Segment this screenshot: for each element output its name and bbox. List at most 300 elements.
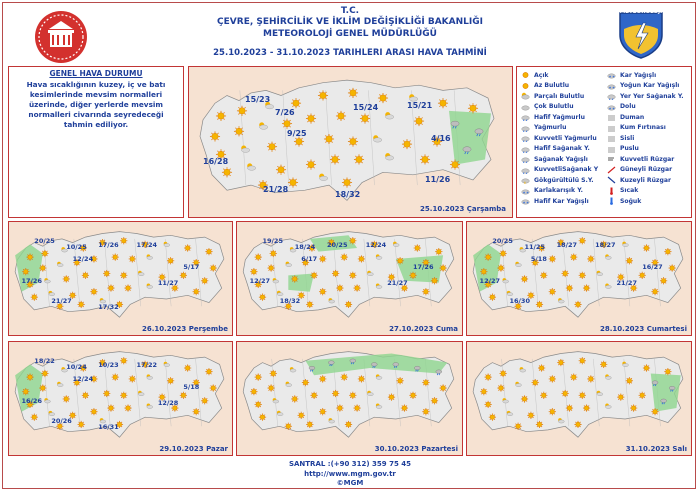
sun-disc (326, 136, 332, 142)
sun-ray (665, 369, 666, 370)
sun-disc (584, 406, 589, 411)
sun-disc (627, 379, 632, 384)
sun-ray (32, 419, 33, 420)
sun-disc (344, 179, 350, 185)
sun-icon (288, 177, 298, 187)
sun-ray (546, 397, 547, 398)
sun-ray (264, 299, 265, 300)
sun-ray (256, 273, 257, 274)
sun-icon (630, 404, 637, 411)
sun-ray (363, 256, 364, 257)
sun-ray (164, 275, 165, 276)
sun-ray (202, 398, 203, 399)
sun-ray (554, 376, 555, 377)
sun-disc (359, 257, 364, 262)
sun-icon (660, 277, 667, 284)
sun-ray (28, 393, 29, 394)
sun-disc (482, 269, 487, 274)
footer-website-link[interactable]: http://www.mgm.gov.tr (304, 470, 396, 478)
cloud-shape (49, 413, 55, 416)
sun-ray (528, 293, 529, 294)
sun-ray (563, 271, 564, 272)
sun-ray (445, 390, 446, 391)
hail-icon (607, 103, 616, 111)
sun-ray (172, 383, 173, 384)
sun-ray (415, 250, 416, 251)
sun-disc (640, 393, 645, 398)
sun-ray (70, 413, 71, 414)
sun-disc (269, 386, 274, 391)
sun-ray (623, 275, 624, 276)
sun-ray (57, 428, 58, 429)
sun-ray (501, 255, 502, 256)
sun-ray (303, 413, 304, 414)
sun-ray (312, 306, 313, 307)
sun-ray (537, 306, 538, 307)
rain-icon (521, 124, 530, 132)
sun-icon (120, 357, 127, 364)
sun-ray (36, 295, 37, 296)
sun-ray (312, 397, 313, 398)
sun-icon (39, 384, 46, 391)
sun-ray (260, 299, 261, 300)
sun-disc (437, 249, 442, 254)
sun-icon (626, 257, 633, 264)
sun-ray (618, 395, 619, 396)
sun-ray (588, 286, 589, 287)
sun-ray (260, 295, 261, 296)
sun-ray (363, 381, 364, 382)
sun-ray (64, 401, 65, 402)
sun-icon (409, 392, 416, 399)
sun-ray (657, 260, 658, 261)
sun-ray (580, 362, 581, 363)
sun-ray (505, 375, 506, 376)
sun-ray (83, 273, 84, 274)
sun-disc (452, 161, 458, 167)
sun-disc (346, 422, 351, 427)
sun-ray (32, 299, 33, 300)
sun-disc (571, 255, 576, 260)
sun-ray (342, 290, 343, 291)
sun-ray (584, 358, 585, 359)
sun-icon (31, 414, 38, 421)
legend-item (607, 186, 684, 197)
sun-ray (121, 426, 122, 427)
sun-disc (542, 273, 547, 278)
sun-disc (113, 255, 117, 259)
sun-ray (271, 251, 272, 252)
sun-ray (337, 395, 338, 396)
sun-icon (205, 248, 212, 255)
sun-ray (260, 375, 261, 376)
sun-ray (359, 290, 360, 291)
sun-ray (486, 406, 487, 407)
legend-item (607, 165, 684, 176)
sun-disc (256, 255, 261, 260)
sun-disc (333, 391, 338, 396)
sun-ray (307, 302, 308, 303)
legend-item (521, 81, 598, 92)
sun-icon (205, 368, 212, 375)
cloud-shape (597, 273, 603, 276)
sun-disc (576, 302, 581, 307)
sun-ray (104, 275, 105, 276)
sun-icon (336, 404, 343, 411)
day-map-1 (8, 221, 233, 336)
sun-ray (96, 289, 97, 290)
sun-ray (172, 258, 173, 259)
sun-disc (278, 167, 284, 173)
sun-ray (648, 365, 649, 366)
sun-icon (107, 284, 114, 291)
temperature-label: 16/26 (21, 397, 42, 406)
sun-disc (351, 238, 356, 243)
sun-disc (346, 302, 351, 307)
sun-ray (402, 378, 403, 379)
sun-ray (292, 401, 293, 402)
sun-disc (79, 422, 83, 426)
sun-disc (619, 395, 624, 400)
sun-icon (431, 397, 438, 404)
sun-ray (355, 410, 356, 411)
sun-icon (129, 255, 136, 262)
sun-icon (349, 237, 356, 244)
sun-ray (436, 278, 437, 279)
sun-ray (575, 302, 576, 303)
light-rain-icon (521, 113, 530, 121)
sun-ray (588, 290, 589, 291)
scattered-shower-icon (607, 92, 616, 100)
sun-icon (489, 414, 496, 421)
sun-icon (78, 421, 85, 428)
cloud-shape (516, 263, 522, 266)
sun-icon (489, 294, 496, 301)
sun-ray (490, 379, 491, 380)
legend-label: Dolu (620, 103, 636, 111)
sun-ray (588, 381, 589, 382)
sun-disc (571, 375, 576, 380)
sun-ray (605, 362, 606, 363)
sun-ray (113, 375, 114, 376)
sun-ray (337, 405, 338, 406)
legend-label: Parçalı Bulutlu (534, 92, 585, 100)
sun-ray (273, 270, 274, 271)
sun-icon (180, 392, 187, 399)
header-directorate: METEOROLOJİ GENEL MÜDÜRLÜĞÜ (263, 29, 437, 39)
sun-icon (282, 119, 292, 129)
sun-ray (486, 255, 487, 256)
sun-ray (541, 306, 542, 307)
sun-ray (181, 397, 182, 398)
sun-disc (661, 279, 666, 284)
sun-ray (575, 422, 576, 423)
sun-ray (134, 256, 135, 257)
sun-ray (533, 293, 534, 294)
sun-ray (62, 428, 63, 429)
fog-icon (607, 134, 616, 142)
sun-ray (481, 389, 482, 390)
sun-ray (648, 250, 649, 251)
sun-ray (134, 376, 135, 377)
sun-ray (286, 424, 287, 425)
sun-ray (640, 277, 641, 278)
sun-ray (550, 261, 551, 262)
sun-disc (236, 128, 242, 134)
sun-disc (338, 113, 344, 119)
sun-disc (516, 424, 521, 429)
sun-disc (218, 113, 224, 119)
sun-disc (416, 118, 422, 124)
sun-disc (28, 375, 32, 379)
sun-ray (575, 306, 576, 307)
sun-ray (432, 283, 433, 284)
legend-item (607, 112, 684, 123)
sun-ray (113, 379, 114, 380)
cloud-shape (368, 273, 374, 276)
temperature-label: 21/27 (616, 278, 637, 287)
sun-ray (260, 259, 261, 260)
sun-ray (273, 385, 274, 386)
sun-ray (130, 381, 131, 382)
sun-ray (324, 381, 325, 382)
sun-disc (653, 409, 658, 414)
sun-ray (567, 271, 568, 272)
sun-ray (635, 290, 636, 291)
sun-disc (271, 371, 276, 376)
cloud-shape (463, 147, 471, 152)
sun-ray (108, 290, 109, 291)
sun-disc (126, 406, 130, 410)
sun-disc (432, 279, 437, 284)
cloud-shape (350, 359, 356, 363)
sun-ray (181, 393, 182, 394)
temperature-label: 4/16 (431, 133, 451, 143)
sun-icon (41, 370, 48, 377)
sun-ray (96, 413, 97, 414)
sun-ray (337, 271, 338, 272)
sun-disc (185, 246, 189, 250)
sun-ray (292, 281, 293, 282)
sun-ray (436, 253, 437, 254)
sun-icon (78, 301, 85, 308)
sun-disc (284, 120, 290, 126)
legend-label: Güneyli Rüzgar (620, 166, 673, 174)
sun-icon (450, 160, 460, 170)
sun-disc (320, 377, 325, 382)
sun-ray (275, 371, 276, 372)
sun-ray (342, 379, 343, 380)
sun-disc (41, 386, 45, 390)
legend-label: Hafif Sağanak Y. (534, 145, 590, 153)
sun-ray (537, 380, 538, 381)
sun-ray (359, 381, 360, 382)
sun-ray (584, 397, 585, 398)
sun-ray (350, 302, 351, 303)
sun-disc (542, 393, 547, 398)
sun-ray (198, 380, 199, 381)
sun-ray (74, 264, 75, 265)
sun-ray (337, 290, 338, 291)
sun-ray (333, 271, 334, 272)
sun-ray (83, 277, 84, 278)
sun-ray (580, 393, 581, 394)
sun-icon (302, 379, 309, 386)
sun-ray (181, 273, 182, 274)
sun-icon (422, 288, 429, 295)
cloud-shape (277, 413, 283, 416)
sun-disc (312, 393, 317, 398)
legend-label: Yer Yer Sağanak Y. (620, 92, 684, 100)
sun-ray (269, 385, 270, 386)
temperature-label: 16/30 (509, 297, 530, 306)
cloud-shape (273, 400, 279, 403)
sun-icon (318, 90, 328, 100)
sun-ray (70, 293, 71, 294)
legend-item (607, 154, 684, 165)
sun-ray (189, 365, 190, 366)
sun-icon (587, 375, 594, 382)
day-map-2 (236, 221, 463, 336)
sun-icon (497, 384, 504, 391)
legend-label: Kuzeyli Rüzgar (620, 176, 671, 184)
sun-ray (134, 261, 135, 262)
sun-ray (415, 245, 416, 246)
sun-ray (550, 381, 551, 382)
legend-column-left (521, 70, 598, 207)
sun-ray (251, 269, 252, 270)
sun-ray (194, 260, 195, 261)
legend-label: Karlakarışık Y. (534, 187, 583, 195)
sun-icon (468, 103, 478, 113)
sun-ray (520, 424, 521, 425)
sun-disc (308, 422, 313, 427)
sun-icon (129, 375, 136, 382)
sun-disc (432, 399, 437, 404)
sun-ray (91, 289, 92, 290)
sun-ray (350, 426, 351, 427)
sun-icon (267, 384, 274, 391)
sun-ray (68, 396, 69, 397)
sun-icon (669, 264, 676, 271)
sun-ray (303, 384, 304, 385)
sun-ray (644, 365, 645, 366)
sun-ray (181, 277, 182, 278)
sun-ray (402, 263, 403, 264)
sun-disc (559, 360, 564, 365)
sun-ray (350, 238, 351, 239)
sun-disc (92, 409, 96, 413)
sun-ray (79, 306, 80, 307)
sun-disc (402, 406, 407, 411)
sun-disc (470, 105, 476, 111)
sun-ray (303, 297, 304, 298)
sun-disc (338, 286, 343, 291)
south-wind-icon (607, 166, 616, 174)
sun-ray (406, 410, 407, 411)
sun-ray (96, 293, 97, 294)
sun-icon (193, 408, 200, 415)
sun-ray (419, 245, 420, 246)
sun-ray (486, 259, 487, 260)
sun-icon (521, 395, 528, 402)
sun-ray (445, 265, 446, 266)
sun-ray (355, 397, 356, 398)
sun-ray (428, 293, 429, 294)
sun-ray (74, 384, 75, 385)
header-tc: T.C. (340, 6, 360, 16)
sun-icon (536, 301, 543, 308)
sun-ray (189, 245, 190, 246)
sun-ray (28, 255, 29, 256)
sun-ray (185, 370, 186, 371)
sun-ray (567, 395, 568, 396)
sun-icon (521, 71, 530, 79)
sun-disc (122, 393, 126, 397)
sun-icon (566, 404, 573, 411)
sun-ray (108, 406, 109, 407)
sun-ray (320, 256, 321, 257)
sun-ray (121, 242, 122, 243)
sun-disc (207, 249, 211, 253)
sun-ray (554, 293, 555, 294)
sun-ray (215, 390, 216, 391)
sun-ray (256, 375, 257, 376)
sun-ray (526, 281, 527, 282)
general-weather-text: Hava sıcaklığının kuzey, iç ve batı kesimlerinde mevsim normalleri üzerinde, diğer yerlerde mevsim normalleri civarında seyredeceği tahmin ediliyor. (26, 80, 166, 129)
sun-ray (275, 255, 276, 256)
sun-ray (537, 426, 538, 427)
sun-ray (393, 395, 394, 396)
sun-ray (670, 249, 671, 250)
sun-ray (580, 277, 581, 278)
sun-ray (584, 410, 585, 411)
sun-ray (503, 390, 504, 391)
legend-item (521, 91, 598, 102)
sun-ray (337, 410, 338, 411)
sun-icon (358, 255, 365, 262)
sun-ray (486, 273, 487, 274)
sun-ray (546, 393, 547, 394)
sun-ray (42, 255, 43, 256)
sun-ray (533, 413, 534, 414)
sun-ray (275, 251, 276, 252)
main-map-date: 25.10.2023 Çarşamba (420, 205, 506, 213)
sun-ray (342, 259, 343, 260)
sun-disc (290, 179, 296, 185)
sun-ray (297, 281, 298, 282)
temperature-label: 5/17 (183, 262, 200, 271)
sun-ray (486, 286, 487, 287)
sun-ray (623, 395, 624, 396)
sun-ray (113, 290, 114, 291)
sun-ray (486, 269, 487, 270)
sun-ray (130, 256, 131, 257)
temperature-label: 18/27 (595, 240, 616, 249)
sun-ray (256, 402, 257, 403)
sun-disc (356, 156, 362, 162)
sun-icon (422, 408, 429, 415)
sun-icon (270, 250, 277, 257)
sun-icon (306, 421, 313, 428)
sun-ray (398, 378, 399, 379)
sun-ray (575, 375, 576, 376)
sun-ray (307, 264, 308, 265)
sun-icon (255, 253, 262, 260)
sun-ray (644, 370, 645, 371)
temperature-label: 21/27 (51, 297, 72, 306)
sun-ray (423, 413, 424, 414)
